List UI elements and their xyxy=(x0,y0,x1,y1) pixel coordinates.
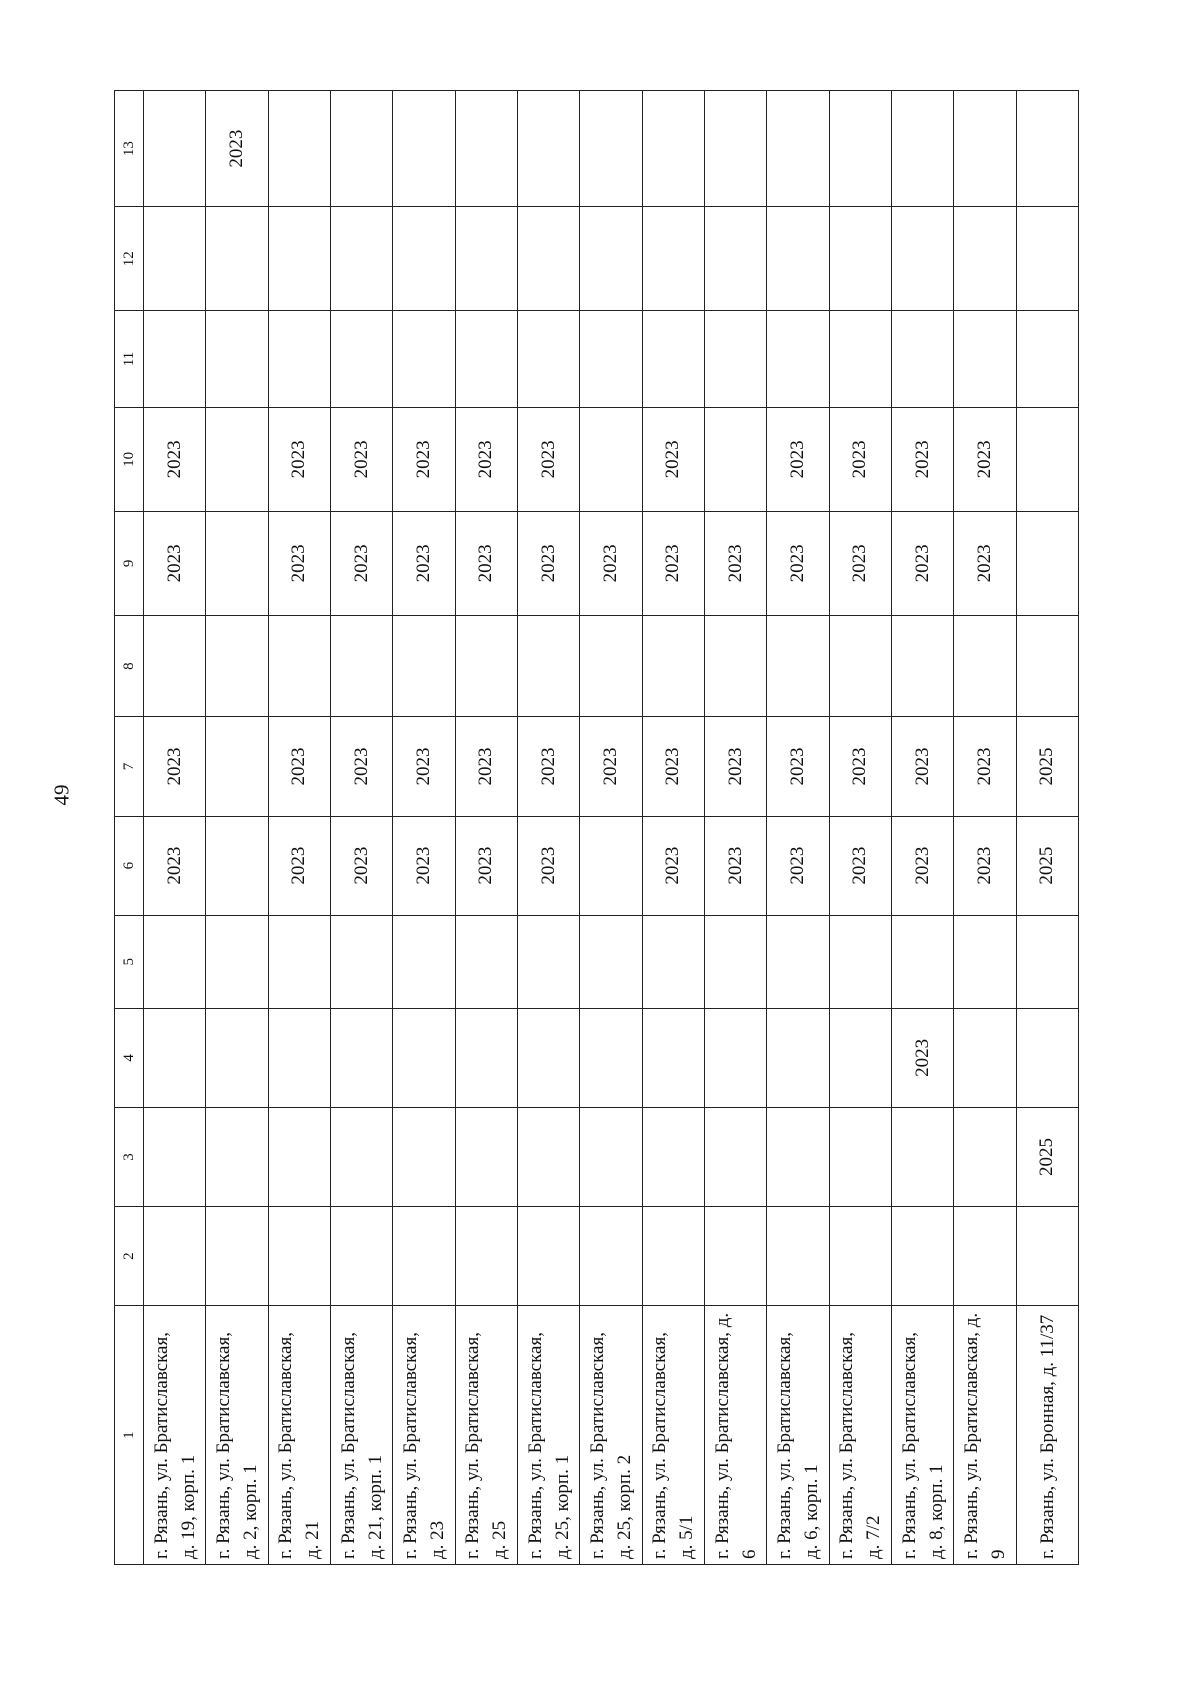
column-header: 13 xyxy=(115,91,144,207)
address-cell xyxy=(393,1306,455,1565)
column-header: 5 xyxy=(115,915,144,1008)
column-header: 2 xyxy=(115,1207,144,1306)
year-cell xyxy=(767,615,829,717)
year-cell: 2023 xyxy=(891,511,953,615)
year-cell xyxy=(891,1107,953,1206)
year-cell xyxy=(642,615,704,717)
address-cell xyxy=(767,1306,829,1565)
address-line: г. Рязань, ул. Братиславская, д. 6 xyxy=(711,1312,760,1559)
year-cell xyxy=(393,1008,455,1107)
year-cell xyxy=(330,915,392,1008)
year-cell xyxy=(517,615,579,717)
year-cell: 2023 xyxy=(206,91,268,207)
year-cell: 2023 xyxy=(393,511,455,615)
year-cell xyxy=(767,91,829,207)
table-row xyxy=(455,91,517,1565)
year-cell xyxy=(954,207,1016,311)
year-cell xyxy=(1016,207,1078,311)
year-cell xyxy=(829,1008,891,1107)
year-cell: 2023 xyxy=(704,511,766,615)
year-cell xyxy=(642,915,704,1008)
year-cell: 2023 xyxy=(330,816,392,915)
year-cell xyxy=(954,311,1016,408)
year-cell: 2023 xyxy=(144,816,206,915)
address-line: д. 19, корп. 1 xyxy=(177,1454,199,1559)
table-row xyxy=(330,91,392,1565)
year-cell xyxy=(704,91,766,207)
year-cell xyxy=(455,207,517,311)
year-cell xyxy=(1016,1008,1078,1107)
year-cell xyxy=(829,1207,891,1306)
year-cell: 2023 xyxy=(393,717,455,816)
year-cell: 2023 xyxy=(642,816,704,915)
address-line: г. Рязань, ул. Братиславская, xyxy=(399,1332,421,1559)
year-cell: 2023 xyxy=(767,816,829,915)
year-cell xyxy=(330,1008,392,1107)
year-cell: 2023 xyxy=(891,717,953,816)
column-header: 3 xyxy=(115,1107,144,1206)
year-cell xyxy=(580,207,642,311)
address-line: д. 6, корп. 1 xyxy=(800,1464,822,1559)
year-cell: 2025 xyxy=(1016,816,1078,915)
year-cell: 2023 xyxy=(330,511,392,615)
year-cell xyxy=(580,407,642,511)
year-cell xyxy=(704,1207,766,1306)
year-cell xyxy=(144,1207,206,1306)
table-body xyxy=(144,91,1079,1565)
address-cell xyxy=(704,1306,766,1565)
year-cell xyxy=(891,311,953,408)
address-cell xyxy=(642,1306,704,1565)
table-row xyxy=(767,91,829,1565)
table-row xyxy=(954,91,1016,1565)
year-cell: 2023 xyxy=(891,407,953,511)
address-line: г. Рязань, ул. Братиславская, xyxy=(150,1332,172,1559)
year-cell xyxy=(642,1008,704,1107)
year-cell: 2023 xyxy=(704,816,766,915)
year-cell: 2023 xyxy=(580,717,642,816)
year-cell: 2025 xyxy=(1016,717,1078,816)
year-cell xyxy=(268,91,330,207)
address-cell xyxy=(1016,1306,1078,1565)
year-cell xyxy=(206,311,268,408)
year-cell: 2023 xyxy=(767,407,829,511)
year-cell xyxy=(144,615,206,717)
year-cell xyxy=(455,915,517,1008)
year-cell xyxy=(144,207,206,311)
address-cell xyxy=(206,1306,268,1565)
year-cell xyxy=(829,207,891,311)
address-line: г. Рязань, ул. Бронная, д. 11/37 xyxy=(1036,1314,1058,1559)
address-cell xyxy=(829,1306,891,1565)
column-header: 9 xyxy=(115,511,144,615)
year-cell xyxy=(206,207,268,311)
year-cell xyxy=(829,615,891,717)
year-cell: 2023 xyxy=(455,511,517,615)
year-cell: 2023 xyxy=(954,511,1016,615)
year-cell: 2023 xyxy=(268,717,330,816)
year-cell xyxy=(704,311,766,408)
page-number: 49 xyxy=(49,784,74,806)
year-cell xyxy=(144,1008,206,1107)
year-cell xyxy=(268,1008,330,1107)
year-cell: 2023 xyxy=(517,511,579,615)
year-cell: 2023 xyxy=(393,407,455,511)
year-cell: 2023 xyxy=(393,816,455,915)
address-line: д. 2, корп. 1 xyxy=(239,1464,261,1559)
year-cell xyxy=(330,1207,392,1306)
year-cell: 2023 xyxy=(642,407,704,511)
address-line: д. 21 xyxy=(302,1520,324,1559)
year-cell xyxy=(455,1008,517,1107)
year-cell xyxy=(268,311,330,408)
year-cell xyxy=(642,207,704,311)
year-cell xyxy=(767,207,829,311)
year-cell xyxy=(891,915,953,1008)
year-cell xyxy=(517,91,579,207)
year-cell xyxy=(517,915,579,1008)
year-cell xyxy=(517,1008,579,1107)
header-row xyxy=(115,91,144,1565)
year-cell xyxy=(954,1207,1016,1306)
year-cell xyxy=(455,91,517,207)
year-cell xyxy=(954,1008,1016,1107)
year-cell xyxy=(206,511,268,615)
year-cell xyxy=(642,1107,704,1206)
year-cell xyxy=(455,311,517,408)
year-cell xyxy=(642,311,704,408)
column-header: 6 xyxy=(115,816,144,915)
year-cell xyxy=(1016,615,1078,717)
table-row xyxy=(1016,91,1078,1565)
year-cell: 2023 xyxy=(330,717,392,816)
address-line: д. 21, корп. 1 xyxy=(364,1454,386,1559)
column-header: 12 xyxy=(115,207,144,311)
year-cell xyxy=(206,915,268,1008)
year-cell xyxy=(393,207,455,311)
address-line: д. 5/1 xyxy=(676,1515,698,1559)
address-cell xyxy=(517,1306,579,1565)
table-row xyxy=(206,91,268,1565)
year-cell xyxy=(517,207,579,311)
year-cell xyxy=(268,207,330,311)
year-cell: 2023 xyxy=(580,511,642,615)
year-cell xyxy=(580,311,642,408)
address-line: г. Рязань, ул. Братиславская, xyxy=(275,1332,297,1559)
year-cell: 2023 xyxy=(704,717,766,816)
year-cell xyxy=(1016,511,1078,615)
year-cell: 2023 xyxy=(642,717,704,816)
year-cell xyxy=(206,1207,268,1306)
year-cell xyxy=(580,1107,642,1206)
year-cell xyxy=(393,615,455,717)
year-cell xyxy=(767,915,829,1008)
year-cell xyxy=(393,1207,455,1306)
year-cell xyxy=(455,1207,517,1306)
year-cell: 2023 xyxy=(829,717,891,816)
year-cell: 2023 xyxy=(642,511,704,615)
year-cell xyxy=(829,311,891,408)
address-line: г. Рязань, ул. Братиславская, xyxy=(524,1332,546,1559)
year-cell xyxy=(580,615,642,717)
year-cell: 2023 xyxy=(891,816,953,915)
table-row xyxy=(580,91,642,1565)
year-cell xyxy=(268,1107,330,1206)
year-cell: 2023 xyxy=(455,717,517,816)
table-row xyxy=(829,91,891,1565)
year-cell xyxy=(767,311,829,408)
year-cell: 2023 xyxy=(954,816,1016,915)
year-cell: 2023 xyxy=(455,407,517,511)
year-cell xyxy=(704,1107,766,1206)
address-line: д. 25, корп. 2 xyxy=(613,1454,635,1559)
address-line: г. Рязань, ул. Братиславская, д. 9 xyxy=(960,1312,1009,1559)
year-cell xyxy=(954,915,1016,1008)
year-cell xyxy=(891,615,953,717)
address-cell xyxy=(580,1306,642,1565)
address-cell xyxy=(954,1306,1016,1565)
address-line: д. 25, корп. 1 xyxy=(551,1454,573,1559)
year-cell xyxy=(704,915,766,1008)
year-cell xyxy=(268,1207,330,1306)
year-cell xyxy=(393,311,455,408)
year-cell: 2025 xyxy=(1016,1107,1078,1206)
column-header: 7 xyxy=(115,717,144,816)
year-cell xyxy=(1016,91,1078,207)
table-row xyxy=(268,91,330,1565)
year-cell xyxy=(393,1107,455,1206)
year-cell xyxy=(954,91,1016,207)
column-header: 11 xyxy=(115,311,144,408)
year-cell xyxy=(642,91,704,207)
year-cell xyxy=(393,915,455,1008)
year-cell xyxy=(767,1107,829,1206)
year-cell xyxy=(704,407,766,511)
year-cell: 2023 xyxy=(767,511,829,615)
year-cell: 2023 xyxy=(144,511,206,615)
address-line: д. 8, корп. 1 xyxy=(925,1464,947,1559)
address-line: г. Рязань, ул. Братиславская, xyxy=(212,1332,234,1559)
year-cell xyxy=(1016,407,1078,511)
year-cell xyxy=(954,615,1016,717)
address-cell xyxy=(144,1306,206,1565)
year-cell xyxy=(330,207,392,311)
year-cell xyxy=(642,1207,704,1306)
year-cell: 2023 xyxy=(517,816,579,915)
year-cell: 2023 xyxy=(954,717,1016,816)
year-cell xyxy=(704,615,766,717)
year-cell xyxy=(144,1107,206,1206)
address-line: г. Рязань, ул. Братиславская, xyxy=(836,1332,858,1559)
address-line: д. 25 xyxy=(489,1520,511,1559)
table-row xyxy=(393,91,455,1565)
year-cell: 2023 xyxy=(517,717,579,816)
year-cell xyxy=(330,615,392,717)
year-cell xyxy=(954,1107,1016,1206)
year-cell: 2023 xyxy=(268,511,330,615)
year-cell xyxy=(829,915,891,1008)
year-cell: 2023 xyxy=(144,717,206,816)
address-cell xyxy=(330,1306,392,1565)
year-cell: 2023 xyxy=(954,407,1016,511)
year-cell xyxy=(206,407,268,511)
address-cell xyxy=(891,1306,953,1565)
table-row xyxy=(144,91,206,1565)
year-cell xyxy=(580,1207,642,1306)
year-cell xyxy=(206,615,268,717)
year-cell xyxy=(455,615,517,717)
year-cell xyxy=(144,311,206,408)
year-cell: 2023 xyxy=(767,717,829,816)
address-line: г. Рязань, ул. Братиславская, xyxy=(586,1332,608,1559)
year-cell xyxy=(580,915,642,1008)
address-line: д. 23 xyxy=(426,1520,448,1559)
year-cell xyxy=(268,615,330,717)
year-cell xyxy=(144,91,206,207)
year-cell xyxy=(1016,1207,1078,1306)
address-line: г. Рязань, ул. Братиславская, xyxy=(649,1332,671,1559)
address-line: д. 7/2 xyxy=(863,1515,885,1559)
column-header: 4 xyxy=(115,1008,144,1107)
year-cell xyxy=(517,311,579,408)
year-cell: 2023 xyxy=(891,1008,953,1107)
table-row xyxy=(891,91,953,1565)
address-line: г. Рязань, ул. Братиславская, xyxy=(462,1332,484,1559)
year-cell xyxy=(517,1107,579,1206)
year-cell xyxy=(330,1107,392,1206)
year-cell: 2023 xyxy=(455,816,517,915)
year-cell xyxy=(767,1207,829,1306)
year-cell xyxy=(1016,311,1078,408)
year-cell xyxy=(144,915,206,1008)
year-cell xyxy=(891,1207,953,1306)
year-cell xyxy=(580,816,642,915)
year-cell xyxy=(829,91,891,207)
year-cell xyxy=(330,311,392,408)
column-header: 1 xyxy=(115,1306,144,1565)
year-cell xyxy=(206,1008,268,1107)
year-cell xyxy=(393,91,455,207)
year-cell xyxy=(1016,915,1078,1008)
year-cell xyxy=(704,207,766,311)
table-row xyxy=(642,91,704,1565)
year-cell: 2023 xyxy=(330,407,392,511)
year-cell xyxy=(206,1107,268,1206)
year-cell xyxy=(206,717,268,816)
year-cell: 2023 xyxy=(268,407,330,511)
year-cell xyxy=(704,1008,766,1107)
address-line: г. Рязань, ул. Братиславская, xyxy=(337,1332,359,1559)
column-header: 8 xyxy=(115,615,144,717)
year-cell xyxy=(580,91,642,207)
year-cell: 2023 xyxy=(829,816,891,915)
column-header: 10 xyxy=(115,407,144,511)
year-cell xyxy=(891,91,953,207)
year-cell xyxy=(767,1008,829,1107)
year-cell xyxy=(455,1107,517,1206)
year-cell xyxy=(330,91,392,207)
data-table xyxy=(114,90,1079,1565)
year-cell xyxy=(580,1008,642,1107)
year-cell xyxy=(206,816,268,915)
year-cell: 2023 xyxy=(829,407,891,511)
year-cell xyxy=(268,915,330,1008)
address-cell xyxy=(268,1306,330,1565)
year-cell: 2023 xyxy=(144,407,206,511)
year-cell: 2023 xyxy=(517,407,579,511)
year-cell: 2023 xyxy=(829,511,891,615)
year-cell: 2023 xyxy=(268,816,330,915)
table-row xyxy=(704,91,766,1565)
address-line: г. Рязань, ул. Братиславская, xyxy=(898,1332,920,1559)
year-cell xyxy=(517,1207,579,1306)
address-cell xyxy=(455,1306,517,1565)
table-row xyxy=(517,91,579,1565)
year-cell xyxy=(829,1107,891,1206)
year-cell xyxy=(891,207,953,311)
address-line: г. Рязань, ул. Братиславская, xyxy=(773,1332,795,1559)
